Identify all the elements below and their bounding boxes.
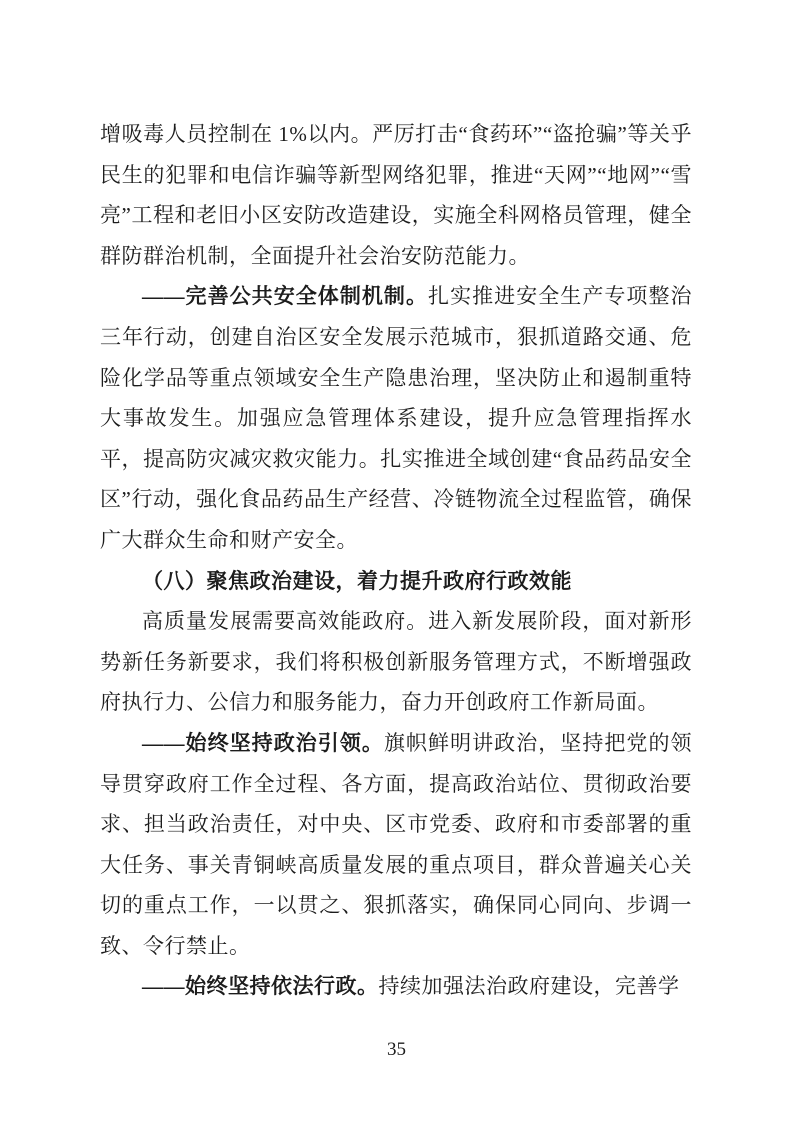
section-heading xyxy=(100,561,692,602)
document-body xyxy=(100,114,692,1007)
paragraph xyxy=(100,276,692,560)
paragraph xyxy=(100,723,692,967)
paragraph-text: 高质量发展需要高效能政府。进入新发展阶段，面对新形势新任务新要求，我们将积极创新服务管理方式，不断增强政府执行力、公信力和服务能力，奋力开创政府工作新局面。 xyxy=(100,609,692,715)
paragraph-text: 扎实推进安全生产专项整治三年行动，创建自治区安全发展示范城市，狠抓道路交通、危险化学品等重点领域安全生产隐患治理，坚决防止和遏制重特大事故发生。加强应急管理体系建设，提升应急管理指挥水平，提高防灾减灾救灾能力。扎实推进全域创建“食品药品安全区”行动，强化食品药品生产经营、冷链物流全过程监管，确保广大群众生命和财产安全。 xyxy=(100,284,693,552)
paragraph xyxy=(100,601,692,723)
paragraph-lead: ——始终坚持政治引领。 xyxy=(142,730,384,755)
paragraph xyxy=(100,114,692,276)
section-heading-text: （八）聚焦政治建设，着力提升政府行政效能 xyxy=(142,568,572,593)
paragraph-lead: ——始终坚持依法行政。 xyxy=(142,974,379,999)
paragraph-text: 增吸毒人员控制在 1%以内。严厉打击“食药环”“盗抢骗”等关乎民生的犯罪和电信诈骗等新型网络犯罪，推进“天网”“地网”“雪亮”工程和老旧小区安防改造建设，实施全科网格员管理，健全群防群治机制，全面提升社会治安防范能力。 xyxy=(100,122,692,268)
page-number: 35 xyxy=(387,1039,406,1060)
paragraph-lead: ——完善公共安全体制机制。 xyxy=(142,284,429,309)
paragraph-text: 旗帜鲜明讲政治，坚持把党的领导贯穿政府工作全过程、各方面，提高政治站位、贯彻政治要求、担当政治责任，对中央、区市党委、政府和市委部署的重大任务、事关青铜峡高质量发展的重点项目，群众普遍关心关切的重点工作，一以贯之、狠抓落实，确保同心同向、步调一致、令行禁止。 xyxy=(100,730,693,958)
paragraph-text: 持续加强法治政府建设，完善学 xyxy=(378,974,680,999)
paragraph xyxy=(100,966,692,1007)
